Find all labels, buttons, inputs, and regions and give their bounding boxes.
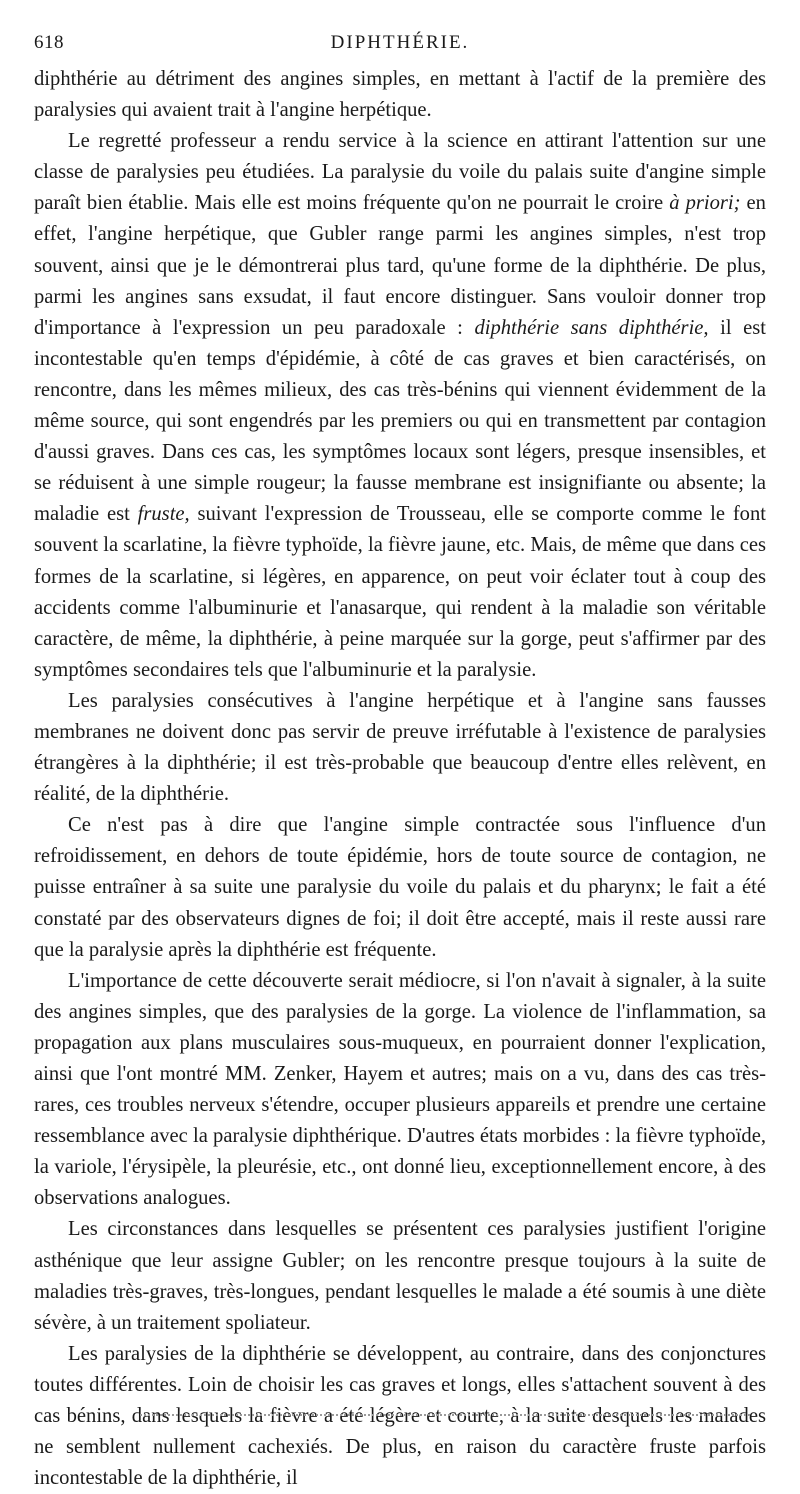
text-run: Les paralysies consécutives à l'angine herpétique et à l'angine sans fausses membranes ne doivent donc pas servir de preuve irréfutable à l'existence de paralysies étrangères à la diphthérie; il est très-probable que beaucoup d'entre elles relèvent, en réalité, de la diphthérie. xyxy=(34,689,766,806)
italic-phrase: à priori; xyxy=(669,192,741,215)
text-run: L'importance de cette découverte serait médiocre, si l'on n'avait à signaler, à la suite des angines simples, que des paralysies de la gorge. La violence de l'inflammation, sa propagation aux plans musculaires sous-muqueux, en pourraient donner l'explication, ainsi que l'ont montré MM. Zenker, Hayem et autres; mais on a vu, dans des cas très-rares, ces troubles nerveux s'étendre, occuper plusieurs appareils et prendre une certaine ressemblance avec la paralysie diphthérique. D'autres états morbides : la fièvre typhoïde, la variole, l'érysipèle, la pleurésie, etc., ont donné lieu, exceptionnellement encore, à des observations analogues. xyxy=(34,969,766,1210)
page-number: 618 xyxy=(34,32,64,53)
footer-dotted-rule xyxy=(140,1414,750,1416)
paragraph xyxy=(34,810,766,965)
running-title: DIPHTHÉRIE. xyxy=(330,32,470,53)
body-text xyxy=(34,64,766,1494)
paragraph xyxy=(34,1339,766,1494)
paragraph xyxy=(34,126,766,686)
italic-phrase: diphthérie sans diphthérie, xyxy=(474,316,709,339)
paragraph xyxy=(34,686,766,810)
text-run: Ce n'est pas à dire que l'angine simple contractée sous l'influence d'un refroidissement, en dehors de toute épidémie, hors de toute source de contagion, ne puisse entraîner à sa suite une paralysie du voile du palais et du pharynx; le fait a été constaté par des observateurs dignes de foi; il doit être accepté, mais il reste aussi rare que la paralysie après la diphthérie est fréquente. xyxy=(34,814,766,961)
italic-phrase: fruste, xyxy=(137,503,190,526)
text-run: en effet, l'angine herpétique, que Gubler range parmi les angines simples, n'est trop souvent, ainsi que je le démontrerai plus tard, qu'une forme de la diphthérie. De plus, parmi les angines sans exsudat, il faut encore distinguer. Sans vouloir donner trop d'importance à l'expression un peu paradoxale : xyxy=(34,192,766,339)
text-run: suivant l'expression de Trousseau, elle se comporte comme le font souvent la scarlatine, la fièvre typhoïde, la fièvre jaune, etc. Mais, de même que dans ces formes de la scarlatine, si légères, en apparence, on peut voir éclater tout à coup des accidents comme l'albuminurie et l'anasarque, qui rendent à la maladie son véritable caractère, de même, la diphthérie, à peine marquée sur la gorge, peut s'affirmer par des symptômes secondaires tels que l'albuminurie et la paralysie. xyxy=(34,503,766,681)
text-run: Les paralysies de la diphthérie se développent, au contraire, dans des conjonctures toutes différentes. Loin de choisir les cas graves et longs, elles s'attachent souvent à des cas bénins, dans lesquels la fièvre a été légère et courte, à la suite desquels les malades ne semblent nullement cachexiés. De plus, en raison du caractère fruste parfois incontestable de la diphthérie, il xyxy=(34,1342,766,1490)
text-run: Les circonstances dans lesquelles se présentent ces paralysies justifient l'origine asthénique que leur assigne Gubler; on les rencontre presque toujours à la suite de maladies très-graves, très-longues, pendant lesquelles le malade a été soumis à une diète sévère, à un traitement spoliateur. xyxy=(34,1218,766,1334)
paragraph xyxy=(34,64,766,126)
text-run: il est incontestable qu'en temps d'épidémie, à côté de cas graves et bien caractérisés, on rencontre, dans les mêmes milieux, des cas très-bénins qui viennent évidemment de la même source, qui sont engendrés par les premiers ou qui en transmettent par contagion d'aussi graves. Dans ces cas, les symptômes locaux sont légers, presque insensibles, et se réduisent à une simple rougeur; la fausse membrane est insignifiante ou absente; la maladie est xyxy=(34,316,766,526)
paragraph xyxy=(34,1214,766,1338)
text-run: Le regretté professeur a rendu service à la science en attirant l'attention sur une classe de paralysies peu étudiées. La paralysie du voile du palais suite d'angine simple paraît bien établie. Mais elle est moins fréquente qu'on ne pourrait le croire xyxy=(34,130,766,215)
running-head xyxy=(34,28,766,58)
text-run: diphthérie au détriment des angines simples, en mettant à l'actif de la première des paralysies qui avaient trait à l'angine herpétique. xyxy=(34,68,766,122)
paragraph xyxy=(34,966,766,1215)
